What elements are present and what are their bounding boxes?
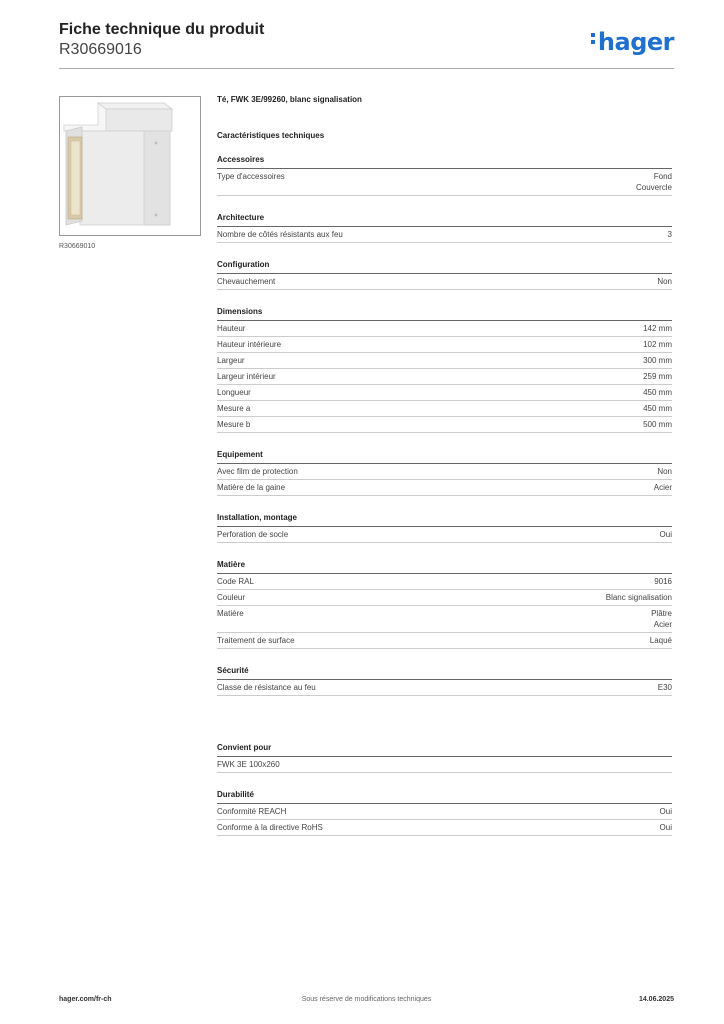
- spec-label: Mesure b: [217, 420, 251, 429]
- footer-date: 14.06.2025: [638, 996, 674, 1003]
- spec-section: [217, 666, 672, 696]
- spec-row: [217, 480, 672, 496]
- spec-section: [217, 560, 672, 649]
- spec-label: Hauteur intérieure: [217, 340, 282, 349]
- spec-row: [217, 527, 672, 543]
- spec-row: [217, 757, 672, 773]
- spec-value-line: 102 mm: [643, 340, 672, 349]
- spec-value: [660, 806, 672, 817]
- spec-value-line: Fond: [653, 172, 672, 181]
- spec-label: Mesure a: [217, 404, 251, 413]
- logo-dots-icon: [591, 30, 597, 47]
- cable-tee-illustration: [60, 97, 200, 235]
- spec-row: [217, 574, 672, 590]
- spec-value: [643, 339, 672, 350]
- spec-row: [217, 804, 672, 820]
- spec-value: [657, 276, 672, 287]
- spec-value-line: Acier: [653, 620, 672, 629]
- spec-section: [217, 307, 672, 433]
- section-title: Convient pour: [217, 743, 672, 757]
- spec-label: Classe de résistance au feu: [217, 683, 316, 692]
- spec-value-line: 259 mm: [643, 372, 672, 381]
- spec-label: FWK 3E 100x260: [217, 760, 280, 769]
- logo-text: hager: [597, 28, 674, 56]
- spec-value-line: Non: [657, 277, 672, 286]
- spec-value-line: Oui: [659, 823, 672, 832]
- spec-section: [217, 260, 672, 290]
- product-image: [59, 96, 201, 236]
- spec-row: [217, 680, 672, 696]
- spec-value: [654, 576, 672, 587]
- spec-label: Largeur intérieur: [217, 372, 276, 381]
- section-title: Installation, montage: [217, 513, 672, 527]
- page-header: [59, 20, 674, 68]
- spec-label: Traitement de surface: [217, 636, 295, 645]
- spec-value: [643, 403, 672, 414]
- image-code: R30669010: [59, 243, 96, 250]
- spec-value: [654, 482, 672, 493]
- spec-value: [636, 171, 672, 193]
- spec-row: [217, 417, 672, 433]
- spec-label: Chevauchement: [217, 277, 276, 286]
- spec-heading: Caractéristiques techniques: [217, 131, 325, 140]
- footer-note: Sous réserve de modifications techniques: [301, 996, 432, 1003]
- section-title: Configuration: [217, 260, 672, 274]
- spec-value-line: Laqué: [649, 636, 672, 645]
- spacer: [217, 696, 672, 726]
- spec-row: [217, 401, 672, 417]
- section-title: Architecture: [217, 213, 672, 227]
- section-title: Dimensions: [217, 307, 672, 321]
- spec-label: Avec film de protection: [217, 467, 298, 476]
- spec-value-line: Oui: [659, 807, 672, 816]
- spec-value-line: 300 mm: [643, 356, 672, 365]
- spec-section: [217, 790, 672, 836]
- spec-value: [668, 229, 672, 240]
- spec-label: Nombre de côtés résistants aux feu: [217, 230, 343, 239]
- spec-value-line: Non: [657, 467, 672, 476]
- spec-value: [643, 387, 672, 398]
- spec-value-line: 9016: [654, 577, 672, 586]
- spec-value: [643, 355, 672, 366]
- spec-value: [660, 822, 672, 833]
- spec-label: Type d'accessoires: [217, 172, 285, 181]
- spec-value: [643, 323, 672, 334]
- page-title: Fiche technique du produit: [59, 21, 265, 38]
- spec-row: [217, 227, 672, 243]
- spec-value: [657, 466, 672, 477]
- section-title: Matière: [217, 560, 672, 574]
- spec-section: [217, 743, 672, 773]
- spec-label: Matière: [217, 609, 244, 618]
- spec-value-line: E30: [657, 683, 672, 692]
- spec-label: Conforme à la directive RoHS: [217, 823, 323, 832]
- spec-label: Largeur: [217, 356, 245, 365]
- section-title: Sécurité: [217, 666, 672, 680]
- spec-label: Hauteur: [217, 324, 246, 333]
- spec-value-line: 450 mm: [643, 404, 672, 413]
- spec-section: [217, 213, 672, 243]
- product-name: Té, FWK 3E/99260, blanc signalisation: [217, 95, 362, 104]
- spec-value: [660, 529, 672, 540]
- header-divider: [59, 68, 674, 69]
- spec-value-line: Acier: [653, 483, 672, 492]
- spec-value: [658, 682, 672, 693]
- spec-row: [217, 606, 672, 633]
- spec-value-line: 142 mm: [643, 324, 672, 333]
- spec-value-line: Blanc signalisation: [605, 593, 672, 602]
- spec-value: [651, 608, 672, 630]
- spec-row: [217, 820, 672, 836]
- spec-row: [217, 169, 672, 196]
- spec-value: [643, 419, 672, 430]
- spec-label: Perforation de socle: [217, 530, 289, 539]
- spec-value-line: Oui: [659, 530, 672, 539]
- spec-value-line: 3: [667, 230, 672, 239]
- spec-label: Couleur: [217, 593, 246, 602]
- footer-website: hager.com/fr-ch: [59, 996, 112, 1003]
- spec-value: [606, 592, 672, 603]
- spec-row: [217, 337, 672, 353]
- spec-row: [217, 385, 672, 401]
- spec-label: Matière de la gaine: [217, 483, 286, 492]
- section-title: Accessoires: [217, 155, 672, 169]
- spec-row: [217, 321, 672, 337]
- spec-row: [217, 369, 672, 385]
- spec-sections: [217, 155, 672, 696]
- product-code: R30669016: [59, 41, 142, 58]
- spec-label: Conformité REACH: [217, 807, 287, 816]
- spec-value-line: Plâtre: [651, 609, 672, 618]
- spec-content: [217, 95, 672, 836]
- spec-value-line: 450 mm: [643, 388, 672, 397]
- spec-row: [217, 464, 672, 480]
- spec-value: [650, 635, 672, 646]
- spec-value-line: Couvercle: [635, 183, 672, 192]
- spec-value: [643, 371, 672, 382]
- hager-logo: [591, 28, 674, 56]
- spec-row: [217, 590, 672, 606]
- section-title: Durabilité: [217, 790, 672, 804]
- spec-row: [217, 353, 672, 369]
- spec-section: [217, 155, 672, 196]
- spec-row: [217, 274, 672, 290]
- spec-section: [217, 513, 672, 543]
- spec-row: [217, 633, 672, 649]
- spec-value-line: 500 mm: [643, 420, 672, 429]
- spec-label: Code RAL: [217, 577, 254, 586]
- section-title: Equipement: [217, 450, 672, 464]
- spec-label: Longueur: [217, 388, 251, 397]
- spec-section: [217, 450, 672, 496]
- compat-sections: [217, 743, 672, 836]
